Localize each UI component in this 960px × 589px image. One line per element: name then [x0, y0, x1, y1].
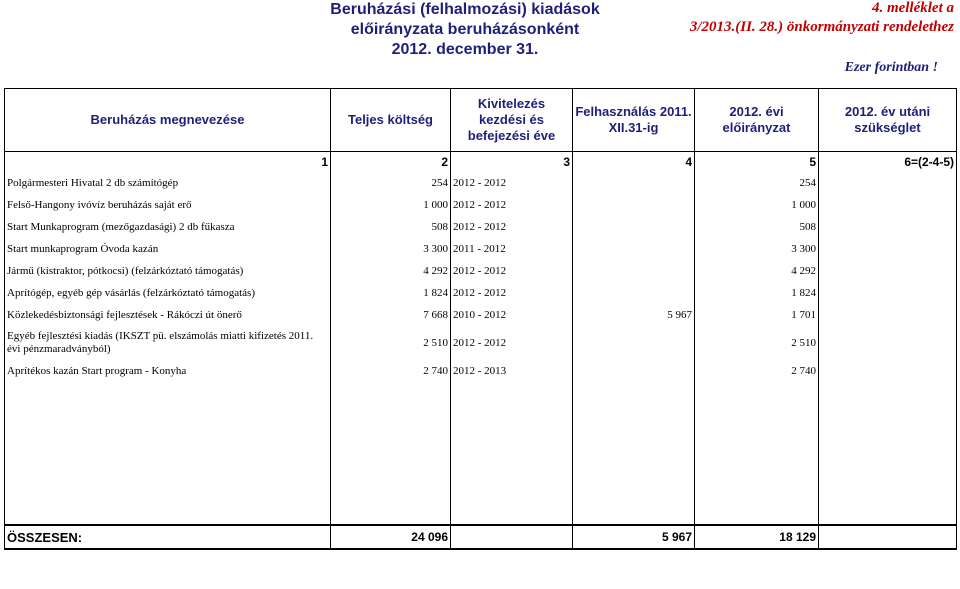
row-period: 2011 - 2012: [451, 238, 573, 260]
row-budget: 1 824: [695, 282, 819, 304]
row-name: Polgármesteri Hivatal 2 db számítógép: [5, 172, 331, 194]
row-used: [573, 326, 695, 360]
row-need: [819, 326, 957, 360]
row-period: 2012 - 2012: [451, 282, 573, 304]
col-header-need: 2012. év utáni szükséglet: [819, 89, 957, 152]
col-number: 1: [5, 152, 331, 173]
row-period: 2012 - 2012: [451, 216, 573, 238]
row-cost: 3 300: [331, 238, 451, 260]
col-header-total-cost: Teljes költség: [331, 89, 451, 152]
row-cost: 1 000: [331, 194, 451, 216]
row-name: Aprítékos kazán Start program - Konyha: [5, 360, 331, 382]
table-row: [5, 304, 957, 326]
table-row: [5, 172, 957, 194]
empty-cell: [5, 382, 331, 525]
row-period: 2010 - 2012: [451, 304, 573, 326]
row-used: [573, 260, 695, 282]
col-number: 5: [695, 152, 819, 173]
table-row: [5, 260, 957, 282]
row-name: Start Munkaprogram (mezőgazdasági) 2 db fűkasza: [5, 216, 331, 238]
row-cost: 1 824: [331, 282, 451, 304]
row-period: 2012 - 2012: [451, 194, 573, 216]
row-period: 2012 - 2012: [451, 172, 573, 194]
row-name: Jármű (kistraktor, pótkocsi) (felzárkóztató támogatás): [5, 260, 331, 282]
header-row: [5, 89, 957, 152]
col-header-period: Kivitelezés kezdési és befejezési éve: [451, 89, 573, 152]
row-period: 2012 - 2012: [451, 260, 573, 282]
row-cost: 2 740: [331, 360, 451, 382]
empty-cell: [573, 382, 695, 525]
row-cost: 508: [331, 216, 451, 238]
report-title-line-2: előirányzata beruházásonként: [350, 21, 580, 38]
row-need: [819, 172, 957, 194]
row-cost: 4 292: [331, 260, 451, 282]
total-used: 5 967: [573, 525, 695, 549]
column-number-row: [5, 152, 957, 173]
empty-cell: [451, 382, 573, 525]
col-header-used: Felhasználás 2011. XII.31-ig: [573, 89, 695, 152]
total-budget: 18 129: [695, 525, 819, 549]
row-need: [819, 238, 957, 260]
total-need: [819, 525, 957, 549]
row-need: [819, 260, 957, 282]
row-used: [573, 282, 695, 304]
row-name: Felső-Hangony ivóvíz beruházás saját erő: [5, 194, 331, 216]
row-period: 2012 - 2013: [451, 360, 573, 382]
table-row: [5, 282, 957, 304]
col-number: 2: [331, 152, 451, 173]
row-cost: 2 510: [331, 326, 451, 360]
row-used: [573, 172, 695, 194]
investment-table: [4, 88, 957, 550]
table-row: [5, 360, 957, 382]
col-header-budget: 2012. évi előirányzat: [695, 89, 819, 152]
row-budget: 2 510: [695, 326, 819, 360]
row-used: [573, 360, 695, 382]
row-name: Közlekedésbiztonsági fejlesztések - Rákóczi út önerő: [5, 304, 331, 326]
empty-cell: [819, 382, 957, 525]
col-header-name: Beruházás megnevezése: [5, 89, 331, 152]
row-need: [819, 282, 957, 304]
row-budget: 2 740: [695, 360, 819, 382]
row-need: [819, 216, 957, 238]
row-used: [573, 216, 695, 238]
row-need: [819, 360, 957, 382]
row-budget: 1 701: [695, 304, 819, 326]
row-used: 5 967: [573, 304, 695, 326]
table-row: [5, 194, 957, 216]
col-number: 3: [451, 152, 573, 173]
row-budget: 254: [695, 172, 819, 194]
row-cost: 254: [331, 172, 451, 194]
row-budget: 4 292: [695, 260, 819, 282]
row-name: Start munkaprogram Óvoda kazán: [5, 238, 331, 260]
row-name: Aprítógép, egyéb gép vásárlás (felzárkóztató támogatás): [5, 282, 331, 304]
annex-regulation: 3/2013.(II. 28.) önkormányzati rendelethez: [689, 19, 954, 35]
total-label: ÖSSZESEN:: [5, 525, 331, 549]
annex-label: 4. melléklet a: [871, 0, 954, 16]
row-used: [573, 238, 695, 260]
total-row: [5, 525, 957, 549]
empty-row: [5, 382, 957, 525]
col-number: 6=(2-4-5): [819, 152, 957, 173]
row-cost: 7 668: [331, 304, 451, 326]
row-budget: 1 000: [695, 194, 819, 216]
total-period: [451, 525, 573, 549]
total-cost: 24 096: [331, 525, 451, 549]
row-need: [819, 194, 957, 216]
row-budget: 508: [695, 216, 819, 238]
empty-cell: [695, 382, 819, 525]
empty-cell: [331, 382, 451, 525]
row-name: Egyéb fejlesztési kiadás (IKSZT pü. elszámolás miatti kifizetés 2011. évi pénzmaradványból): [5, 326, 331, 360]
report-title-line-3: 2012. december 31.: [391, 41, 539, 58]
unit-label: Ezer forintban !: [844, 60, 938, 75]
row-budget: 3 300: [695, 238, 819, 260]
table-row: [5, 238, 957, 260]
row-period: 2012 - 2012: [451, 326, 573, 360]
col-number: 4: [573, 152, 695, 173]
report-title-line-1: Beruházási (felhalmozási) kiadások: [330, 1, 600, 18]
row-used: [573, 194, 695, 216]
table-row: [5, 326, 957, 360]
table-row: [5, 216, 957, 238]
row-need: [819, 304, 957, 326]
